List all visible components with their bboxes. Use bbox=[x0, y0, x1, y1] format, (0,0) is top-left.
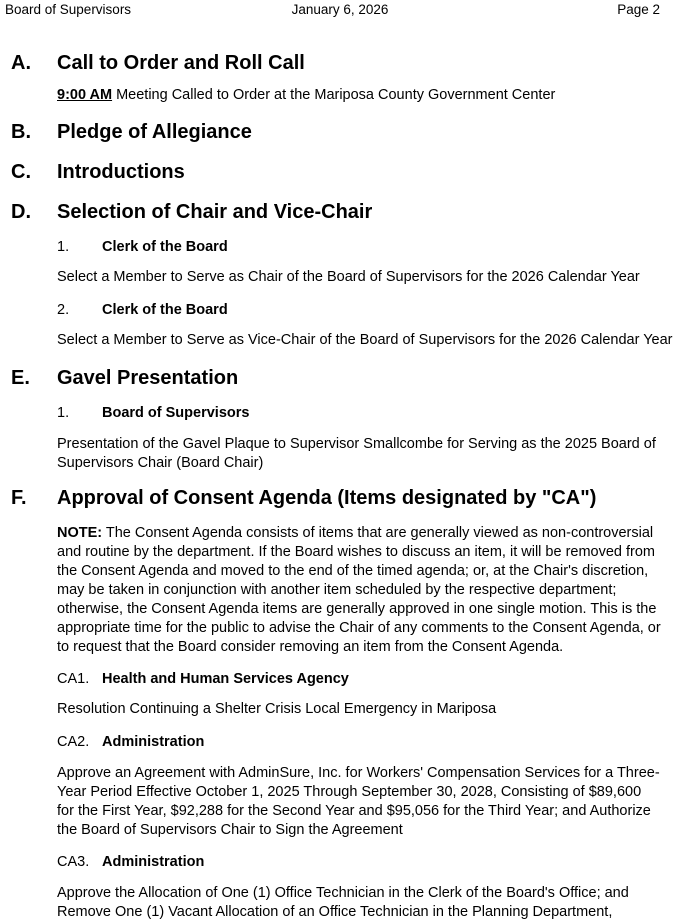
header-date: January 6, 2026 bbox=[291, 2, 389, 17]
item-description: Select a Member to Serve as Vice-Chair of the Board of Supervisors for the 2026 Calendar Year bbox=[57, 332, 673, 348]
section-b-heading bbox=[0, 121, 680, 147]
item-department: Administration bbox=[102, 734, 205, 750]
section-e-heading bbox=[0, 367, 680, 393]
section-f-heading bbox=[0, 487, 680, 513]
section-title: Selection of Chair and Vice-Chair bbox=[57, 201, 373, 223]
agenda-item-ca2 bbox=[57, 734, 657, 754]
item-number: CA3. bbox=[57, 854, 90, 870]
section-title: Gavel Presentation bbox=[57, 367, 239, 389]
item-description: Select a Member to Serve as Chair of the Board of Supervisors for the 2026 Calendar Year bbox=[57, 269, 640, 285]
section-letter: C. bbox=[11, 161, 31, 183]
meeting-time: 9:00 AM bbox=[57, 87, 113, 103]
meeting-location-text: Meeting Called to Order at the Mariposa County Government Center bbox=[112, 87, 556, 103]
item-department: Health and Human Services Agency bbox=[102, 671, 349, 687]
section-a-heading bbox=[0, 52, 680, 78]
header-page-number: Page 2 bbox=[617, 2, 660, 17]
item-department: Administration bbox=[102, 854, 205, 870]
item-number: CA1. bbox=[57, 671, 90, 687]
consent-agenda-note bbox=[57, 524, 662, 657]
item-description: Resolution Continuing a Shelter Crisis Local Emergency in Mariposa bbox=[57, 701, 497, 717]
section-c-heading bbox=[0, 161, 680, 187]
section-letter: B. bbox=[11, 121, 31, 143]
item-number: CA2. bbox=[57, 734, 90, 750]
item-number: 1. bbox=[57, 239, 70, 255]
item-number: 1. bbox=[57, 405, 70, 421]
note-label: NOTE: bbox=[57, 525, 103, 541]
page-header bbox=[0, 2, 680, 20]
section-title: Approval of Consent Agenda (Items designated by "CA") bbox=[57, 487, 597, 509]
agenda-item-ca3 bbox=[57, 854, 657, 874]
item-number: 2. bbox=[57, 302, 70, 318]
section-title: Pledge of Allegiance bbox=[57, 121, 252, 143]
section-title: Call to Order and Roll Call bbox=[57, 52, 305, 74]
call-to-order-line bbox=[57, 87, 667, 103]
agenda-item-d2 bbox=[57, 302, 657, 322]
header-board-name: Board of Supervisors bbox=[5, 2, 132, 17]
note-text: The Consent Agenda consists of items that are generally viewed as non-controversial and routine by the department. If the Board wishes to discuss an item, it will be removed from the Consent Agenda and moved to the end of the timed agenda; or, at the Chair's discretion, may be taken in conjunction with another item scheduled by the respective department; otherwise, the Consent Agenda items are generally approved in one single motion. This is the appropriate time for the public to advise the Chair of any comments to the Consent Agenda, or to request that the Board consider removing an item from the Consent Agenda. bbox=[57, 525, 661, 655]
item-department: Board of Supervisors bbox=[102, 405, 250, 421]
agenda-item-ca1 bbox=[57, 671, 657, 691]
item-description: Presentation of the Gavel Plaque to Supervisor Smallcombe for Serving as the 2025 Board of Supervisors Chair (Board Chair) bbox=[57, 436, 656, 471]
item-description: Approve the Allocation of One (1) Office Technician in the Clerk of the Board's Office; and Remove One (1) Vacant Allocation of an Office Technician in the Planning Department, bbox=[57, 885, 629, 920]
item-department: Clerk of the Board bbox=[102, 302, 228, 318]
agenda-item-e1 bbox=[57, 405, 657, 425]
section-letter: A. bbox=[11, 52, 31, 74]
section-title: Introductions bbox=[57, 161, 185, 183]
item-description: Approve an Agreement with AdminSure, Inc. for Workers' Compensation Services for a Three-Year Period Effective October 1, 2025 Through September 30, 2028, Consisting of $89,600 for the First Year, $92,288 for the Second Year and $95,056 for the Third Year; and Authorize the Board of Supervisors Chair to Sign the Agreement bbox=[57, 765, 660, 838]
agenda-item-d1 bbox=[57, 239, 657, 259]
item-department: Clerk of the Board bbox=[102, 239, 228, 255]
section-letter: F. bbox=[11, 487, 27, 509]
section-letter: E. bbox=[11, 367, 30, 389]
section-d-heading bbox=[0, 201, 680, 227]
section-letter: D. bbox=[11, 201, 31, 223]
